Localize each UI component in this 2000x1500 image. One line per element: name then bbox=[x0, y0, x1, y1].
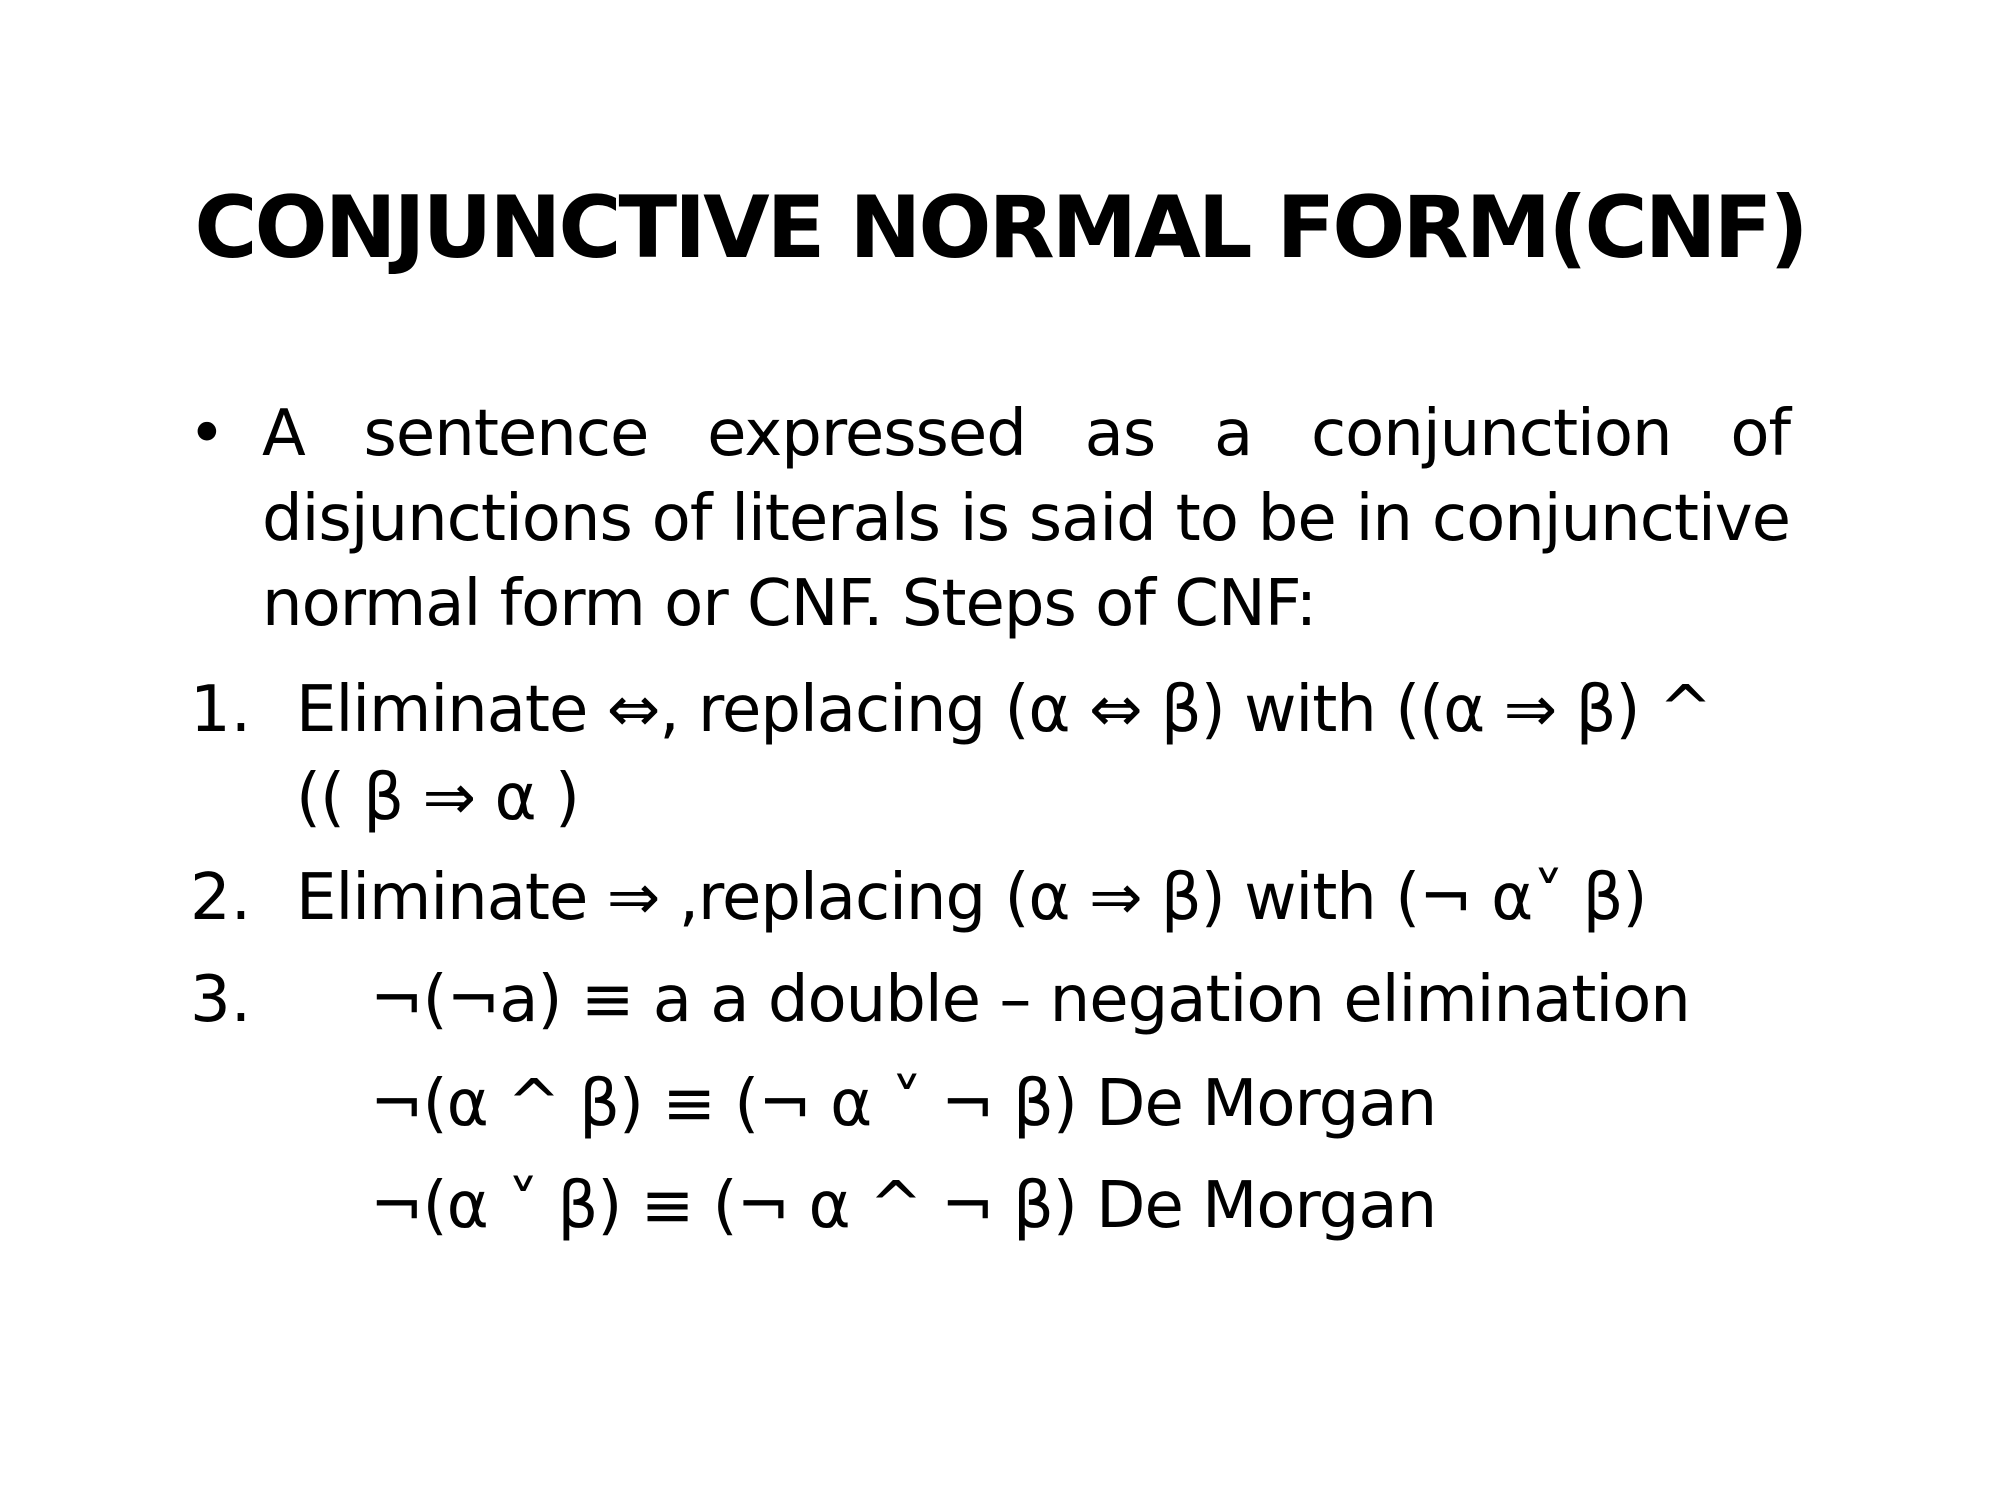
step-3-de-morgan-and: ¬(α ^ β) ≡ (¬ α ˅ ¬ β) De Morgan bbox=[370, 1067, 1437, 1141]
step-2-number: 2. bbox=[190, 861, 252, 935]
step-1-text-line-2: (( β ⇒ α ) bbox=[296, 761, 579, 835]
bullet-icon: • bbox=[188, 397, 226, 471]
step-2-text: Eliminate ⇒ ,replacing (α ⇒ β) with (¬ α˅ β) bbox=[296, 861, 1647, 935]
step-3-number: 3. bbox=[190, 963, 252, 1037]
slide-title: CONJUNCTIVE NORMAL FORM(CNF) bbox=[194, 178, 1806, 278]
step-1-number: 1. bbox=[190, 673, 252, 747]
step-1-text-line-1: Eliminate ⇔, replacing (α ⇔ β) with ((α ⇒ β) ^ bbox=[296, 673, 1712, 747]
step-3-de-morgan-or: ¬(α ˅ β) ≡ (¬ α ^ ¬ β) De Morgan bbox=[370, 1169, 1437, 1243]
step-3-double-negation: ¬(¬a) ≡ a a double – negation elimination bbox=[370, 963, 1690, 1037]
definition-paragraph: A sentence expressed as a conjunction of disjunctions of literals is said to be in conjunctive normal form or CNF. Steps of CNF: bbox=[262, 397, 1790, 641]
